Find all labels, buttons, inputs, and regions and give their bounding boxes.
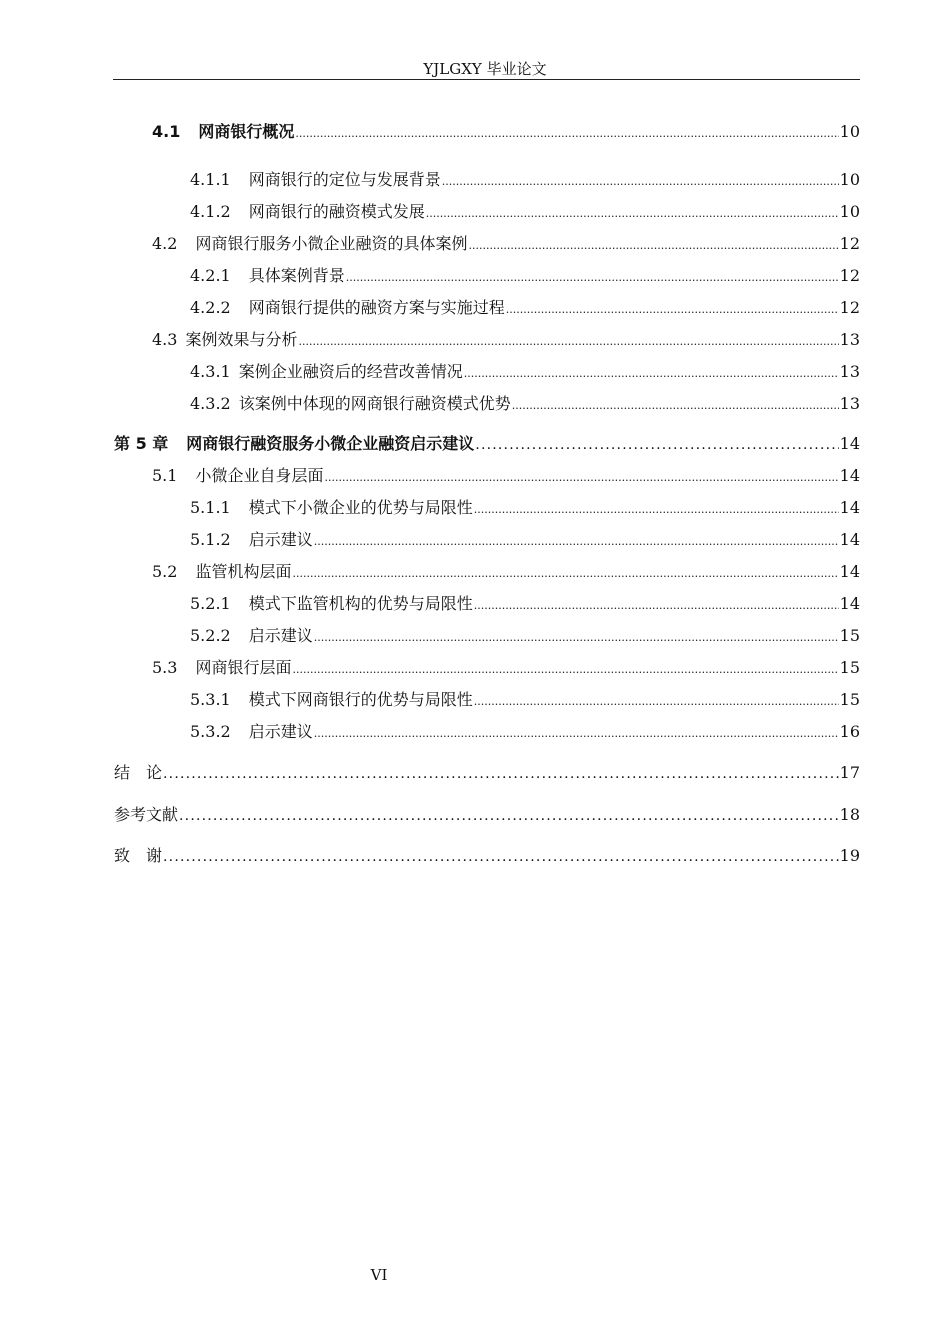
toc-entry-page: 13 (839, 394, 860, 413)
toc-entry-number: 4.2.2 (190, 298, 231, 317)
toc-entry-title: 模式下网商银行的优势与局限性 (248, 690, 473, 709)
toc-entry-page: 15 (839, 690, 860, 709)
toc-entry[interactable] (0, 805, 860, 826)
toc-entry-page: 14 (839, 594, 860, 613)
toc-entry-page: 15 (839, 626, 860, 645)
toc-entry[interactable] (0, 763, 860, 784)
toc-dot-leader (314, 628, 839, 648)
toc-dot-leader (464, 364, 839, 384)
toc-entry-number: 4.3.1 (190, 362, 231, 381)
toc-dot-leader (512, 396, 839, 416)
toc-entry-title: 具体案例背景 (248, 266, 345, 285)
toc-dot-leader (324, 468, 838, 488)
toc-entry-title: 启示建议 (248, 626, 313, 645)
toc-entry-number: 5.1.1 (190, 498, 231, 517)
toc-entry-number: 4.1 (152, 122, 181, 141)
toc-dot-leader (474, 692, 839, 712)
toc-entry-title: 网商银行服务小微企业融资的具体案例 (195, 234, 468, 253)
toc-dot-leader (474, 500, 839, 520)
toc-entry-title: 监管机构层面 (195, 562, 292, 581)
toc-entry-title: 案例企业融资后的经营改善情况 (238, 362, 463, 381)
toc-entry-number: 4.1.1 (190, 170, 231, 189)
toc-entry-page: 12 (839, 234, 860, 253)
toc-dot-leader (475, 435, 838, 455)
toc-entry[interactable] (0, 266, 860, 288)
toc-dot-leader (442, 172, 839, 192)
toc-dot-leader (426, 204, 839, 224)
toc-entry-page: 16 (839, 722, 860, 741)
header-title: YJLGXY 毕业论文 (423, 60, 547, 78)
toc-entry-page: 12 (839, 298, 860, 317)
toc-entry-title: 该案例中体现的网商银行融资模式优势 (238, 394, 511, 413)
toc-dot-leader (163, 847, 839, 867)
toc-entry-title: 模式下监管机构的优势与局限性 (248, 594, 473, 613)
toc-dot-leader (346, 268, 839, 288)
toc-entry[interactable] (0, 498, 860, 520)
toc-entry[interactable] (0, 362, 860, 384)
toc-entry[interactable] (0, 298, 860, 320)
toc-entry-title: 网商银行的定位与发展背景 (248, 170, 441, 189)
toc-entry[interactable] (0, 530, 860, 552)
toc-entry[interactable] (0, 846, 860, 867)
toc-entry-title: 小微企业自身层面 (195, 466, 324, 485)
toc-entry-page: 18 (839, 805, 860, 824)
toc-entry[interactable] (0, 330, 860, 352)
toc-entry[interactable] (0, 658, 860, 680)
toc-entry-page: 13 (839, 362, 860, 381)
toc-entry-title: 网商银行提供的融资方案与实施过程 (248, 298, 505, 317)
toc-entry[interactable] (0, 202, 860, 224)
toc-entry-page: 10 (839, 122, 860, 141)
toc-entry-number: 4.3 (152, 330, 178, 349)
toc-entry-title: 网商银行概况 (198, 122, 295, 141)
toc-entry-title: 致 谢 (114, 846, 163, 865)
toc-entry-title: 案例效果与分析 (185, 330, 298, 349)
toc-entry-number: 5.2 (152, 562, 178, 581)
toc-entry-title: 网商银行层面 (195, 658, 292, 677)
toc-dot-leader (292, 564, 838, 584)
toc-entry[interactable] (0, 122, 860, 144)
toc-entry-number: 4.2 (152, 234, 178, 253)
toc-entry-page: 14 (839, 466, 860, 485)
toc-entry-number: 5.2.1 (190, 594, 231, 613)
toc-entry-title: 网商银行的融资模式发展 (248, 202, 425, 221)
toc-entry-page: 14 (839, 498, 860, 517)
toc-entry-number: 第 5 章 (114, 434, 169, 453)
toc-entry-page: 13 (839, 330, 860, 349)
footer-page-number: VI (370, 1266, 388, 1284)
toc-entry-page: 10 (839, 202, 860, 221)
toc-entry-number: 5.3.2 (190, 722, 231, 741)
toc-entry[interactable] (0, 434, 860, 455)
toc-entry-number: 4.2.1 (190, 266, 231, 285)
toc-entry-title: 模式下小微企业的优势与局限性 (248, 498, 473, 517)
toc-entry-number: 5.2.2 (190, 626, 231, 645)
toc-entry-title: 结 论 (114, 763, 163, 782)
toc-entry-number: 4.3.2 (190, 394, 231, 413)
toc-entry[interactable] (0, 626, 860, 648)
toc-entry-title: 启示建议 (248, 530, 313, 549)
toc-entry-title: 启示建议 (248, 722, 313, 741)
toc-dot-leader (292, 660, 838, 680)
toc-dot-leader (468, 236, 838, 256)
toc-dot-leader (314, 532, 839, 552)
toc-entry[interactable] (0, 466, 860, 488)
toc-dot-leader (474, 596, 839, 616)
toc-entry-page: 14 (839, 530, 860, 549)
toc-dot-leader (295, 124, 838, 144)
toc-entry[interactable] (0, 722, 860, 744)
toc-entry-number: 5.3 (152, 658, 178, 677)
header-divider (113, 79, 860, 80)
toc-entry-page: 15 (839, 658, 860, 677)
toc-entry[interactable] (0, 394, 860, 416)
toc-entry[interactable] (0, 690, 860, 712)
toc-entry[interactable] (0, 594, 860, 616)
toc-dot-leader (506, 300, 839, 320)
toc-entry-number: 5.1 (152, 466, 178, 485)
toc-entry[interactable] (0, 234, 860, 256)
toc-entry-page: 19 (839, 846, 860, 865)
toc-entry-page: 14 (839, 562, 860, 581)
toc-entry[interactable] (0, 562, 860, 584)
toc-entry-number: 4.1.2 (190, 202, 231, 221)
toc-entry-title: 参考文献 (114, 805, 179, 824)
toc-entry-page: 14 (839, 434, 860, 453)
toc-dot-leader (298, 332, 838, 352)
toc-entry-number: 5.3.1 (190, 690, 231, 709)
toc-entry[interactable] (0, 170, 860, 192)
toc-entry-number: 5.1.2 (190, 530, 231, 549)
toc-entry-page: 10 (839, 170, 860, 189)
toc-dot-leader (179, 806, 839, 826)
toc-dot-leader (314, 724, 839, 744)
toc-entry-title: 网商银行融资服务小微企业融资启示建议 (186, 434, 475, 453)
toc-entry-page: 17 (839, 763, 860, 782)
toc-entry-page: 12 (839, 266, 860, 285)
toc-dot-leader (163, 764, 839, 784)
